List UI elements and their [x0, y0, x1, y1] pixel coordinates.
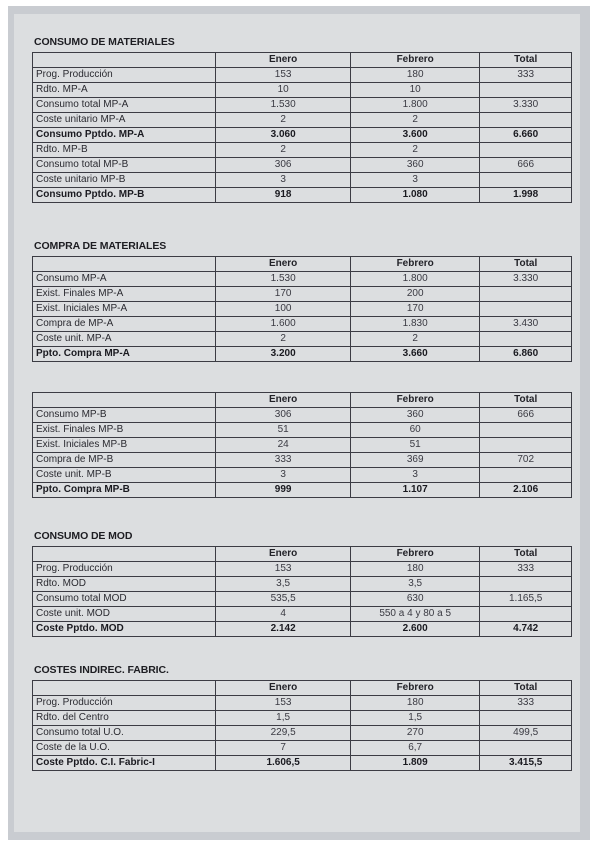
cell-febrero: 170: [351, 302, 480, 317]
header-blank: [33, 393, 216, 408]
table-row: [33, 347, 572, 362]
row-label: Prog. Producción: [33, 562, 216, 577]
cell-febrero: 369: [351, 453, 480, 468]
row-label: Consumo total MOD: [33, 592, 216, 607]
cell-febrero: 630: [351, 592, 480, 607]
row-label: Rdto. MOD: [33, 577, 216, 592]
table-row: [33, 741, 572, 756]
table-row: [33, 83, 572, 98]
cell-total: 1.165,5: [480, 592, 572, 607]
cell-enero: 2.142: [216, 622, 351, 637]
header-blank: [33, 547, 216, 562]
cell-enero: 153: [216, 68, 351, 83]
header-row: [33, 393, 572, 408]
row-label: Rdto. MP-A: [33, 83, 216, 98]
row-label: Exist. Finales MP-B: [33, 423, 216, 438]
data-table: [32, 256, 572, 362]
row-label: Coste Pptdo. MOD: [33, 622, 216, 637]
table-row: [33, 408, 572, 423]
data-table: [32, 52, 572, 203]
header-blank: [33, 53, 216, 68]
row-label: Prog. Producción: [33, 696, 216, 711]
cell-febrero: 2: [351, 113, 480, 128]
column-header: Febrero: [351, 547, 480, 562]
table-row: [33, 287, 572, 302]
row-label: Consumo MP-B: [33, 408, 216, 423]
section-title: CONSUMO DE MATERIALES: [34, 36, 175, 48]
row-label: Rdto. del Centro: [33, 711, 216, 726]
cell-enero: 153: [216, 562, 351, 577]
cell-febrero: 3.660: [351, 347, 480, 362]
cell-total: [480, 302, 572, 317]
section-2: [32, 392, 572, 498]
cell-febrero: 3,5: [351, 577, 480, 592]
section-4: [32, 664, 572, 771]
table-row: [33, 158, 572, 173]
row-label: Coste unit. MP-B: [33, 468, 216, 483]
column-header: Total: [480, 393, 572, 408]
cell-febrero: 200: [351, 287, 480, 302]
cell-enero: 2: [216, 143, 351, 158]
table-row: [33, 711, 572, 726]
header-blank: [33, 257, 216, 272]
row-label: Exist. Iniciales MP-A: [33, 302, 216, 317]
cell-febrero: 3: [351, 468, 480, 483]
cell-enero: 3.200: [216, 347, 351, 362]
row-label: Consumo total U.O.: [33, 726, 216, 741]
cell-total: 702: [480, 453, 572, 468]
table-row: [33, 592, 572, 607]
column-header: Febrero: [351, 393, 480, 408]
cell-total: [480, 711, 572, 726]
cell-enero: 1.530: [216, 98, 351, 113]
data-table: [32, 680, 572, 771]
cell-febrero: 1.080: [351, 188, 480, 203]
cell-total: [480, 468, 572, 483]
table-row: [33, 143, 572, 158]
cell-total: [480, 438, 572, 453]
cell-enero: 306: [216, 158, 351, 173]
cell-febrero: 550 a 4 y 80 a 5: [351, 607, 480, 622]
cell-febrero: 1.830: [351, 317, 480, 332]
row-label: Rdto. MP-B: [33, 143, 216, 158]
photo-frame: [8, 6, 590, 840]
cell-total: [480, 83, 572, 98]
header-row: [33, 257, 572, 272]
column-header: Enero: [216, 547, 351, 562]
header-row: [33, 681, 572, 696]
cell-total: [480, 173, 572, 188]
table-row: [33, 68, 572, 83]
header-row: [33, 547, 572, 562]
cell-enero: 999: [216, 483, 351, 498]
cell-total: 666: [480, 158, 572, 173]
header-blank: [33, 681, 216, 696]
table-row: [33, 272, 572, 287]
row-label: Ppto. Compra MP-A: [33, 347, 216, 362]
section-title: CONSUMO DE MOD: [34, 530, 133, 542]
data-table: [32, 546, 572, 637]
section-title: COSTES INDIREC. FABRIC.: [34, 664, 169, 676]
section-0: [32, 36, 572, 203]
cell-febrero: 1.809: [351, 756, 480, 771]
cell-total: [480, 607, 572, 622]
cell-enero: 3: [216, 468, 351, 483]
cell-enero: 7: [216, 741, 351, 756]
cell-enero: 333: [216, 453, 351, 468]
cell-enero: 3.060: [216, 128, 351, 143]
section-3: [32, 530, 572, 637]
cell-total: 666: [480, 408, 572, 423]
row-label: Coste Pptdo. C.I. Fabric-I: [33, 756, 216, 771]
cell-febrero: 6,7: [351, 741, 480, 756]
row-label: Consumo Pptdo. MP-A: [33, 128, 216, 143]
table-row: [33, 468, 572, 483]
table-row: [33, 128, 572, 143]
cell-febrero: 360: [351, 408, 480, 423]
row-label: Coste unitario MP-B: [33, 173, 216, 188]
header-row: [33, 53, 572, 68]
table-row: [33, 622, 572, 637]
cell-enero: 4: [216, 607, 351, 622]
cell-total: 4.742: [480, 622, 572, 637]
cell-total: 6.860: [480, 347, 572, 362]
cell-febrero: 1.800: [351, 98, 480, 113]
table-row: [33, 483, 572, 498]
section-1: [32, 240, 572, 362]
column-header: Enero: [216, 681, 351, 696]
cell-enero: 3,5: [216, 577, 351, 592]
row-label: Compra de MP-B: [33, 453, 216, 468]
cell-enero: 3: [216, 173, 351, 188]
cell-enero: 51: [216, 423, 351, 438]
table-row: [33, 98, 572, 113]
row-label: Exist. Iniciales MP-B: [33, 438, 216, 453]
cell-febrero: 1,5: [351, 711, 480, 726]
column-header: Enero: [216, 393, 351, 408]
row-label: Ppto. Compra MP-B: [33, 483, 216, 498]
column-header: Total: [480, 53, 572, 68]
row-label: Coste unitario MP-A: [33, 113, 216, 128]
row-label: Consumo Pptdo. MP-B: [33, 188, 216, 203]
section-title: COMPRA DE MATERIALES: [34, 240, 167, 252]
table-row: [33, 317, 572, 332]
cell-febrero: 270: [351, 726, 480, 741]
table-row: [33, 562, 572, 577]
cell-total: [480, 741, 572, 756]
table-row: [33, 607, 572, 622]
cell-enero: 1.606,5: [216, 756, 351, 771]
cell-febrero: 51: [351, 438, 480, 453]
cell-total: 6.660: [480, 128, 572, 143]
column-header: Febrero: [351, 681, 480, 696]
table-row: [33, 438, 572, 453]
table-row: [33, 453, 572, 468]
document-page: [14, 14, 580, 832]
cell-febrero: 180: [351, 696, 480, 711]
row-label: Consumo total MP-A: [33, 98, 216, 113]
row-label: Prog. Producción: [33, 68, 216, 83]
cell-febrero: 360: [351, 158, 480, 173]
cell-total: 3.330: [480, 98, 572, 113]
table-row: [33, 423, 572, 438]
cell-total: 1.998: [480, 188, 572, 203]
cell-enero: 153: [216, 696, 351, 711]
cell-total: 499,5: [480, 726, 572, 741]
cell-enero: 24: [216, 438, 351, 453]
row-label: Compra de MP-A: [33, 317, 216, 332]
row-label: Coste unit. MP-A: [33, 332, 216, 347]
table-row: [33, 756, 572, 771]
cell-enero: 229,5: [216, 726, 351, 741]
cell-enero: 2: [216, 113, 351, 128]
cell-total: [480, 287, 572, 302]
row-label: Coste de la U.O.: [33, 741, 216, 756]
row-label: Exist. Finales MP-A: [33, 287, 216, 302]
cell-total: 333: [480, 696, 572, 711]
cell-total: [480, 577, 572, 592]
column-header: Total: [480, 547, 572, 562]
cell-total: 3.430: [480, 317, 572, 332]
cell-enero: 2: [216, 332, 351, 347]
cell-total: [480, 113, 572, 128]
column-header: Total: [480, 257, 572, 272]
table-row: [33, 577, 572, 592]
cell-total: [480, 143, 572, 158]
column-header: Febrero: [351, 257, 480, 272]
table-row: [33, 173, 572, 188]
row-label: Consumo MP-A: [33, 272, 216, 287]
column-header: Enero: [216, 257, 351, 272]
cell-total: [480, 423, 572, 438]
cell-enero: 1.530: [216, 272, 351, 287]
table-row: [33, 188, 572, 203]
column-header: Enero: [216, 53, 351, 68]
cell-febrero: 2: [351, 332, 480, 347]
table-row: [33, 726, 572, 741]
cell-febrero: 2.600: [351, 622, 480, 637]
column-header: Total: [480, 681, 572, 696]
cell-total: [480, 332, 572, 347]
cell-enero: 918: [216, 188, 351, 203]
cell-total: 2.106: [480, 483, 572, 498]
cell-febrero: 180: [351, 562, 480, 577]
cell-febrero: 180: [351, 68, 480, 83]
cell-febrero: 1.800: [351, 272, 480, 287]
row-label: Coste unit. MOD: [33, 607, 216, 622]
cell-total: 333: [480, 562, 572, 577]
table-row: [33, 696, 572, 711]
cell-febrero: 1.107: [351, 483, 480, 498]
cell-enero: 535,5: [216, 592, 351, 607]
column-header: Febrero: [351, 53, 480, 68]
table-row: [33, 302, 572, 317]
cell-total: 3.415,5: [480, 756, 572, 771]
cell-enero: 1.600: [216, 317, 351, 332]
cell-febrero: 60: [351, 423, 480, 438]
cell-enero: 1,5: [216, 711, 351, 726]
table-row: [33, 332, 572, 347]
row-label: Consumo total MP-B: [33, 158, 216, 173]
table-row: [33, 113, 572, 128]
cell-enero: 100: [216, 302, 351, 317]
cell-enero: 306: [216, 408, 351, 423]
cell-total: 333: [480, 68, 572, 83]
cell-total: 3.330: [480, 272, 572, 287]
cell-febrero: 2: [351, 143, 480, 158]
cell-febrero: 3: [351, 173, 480, 188]
cell-enero: 170: [216, 287, 351, 302]
cell-febrero: 3.600: [351, 128, 480, 143]
cell-febrero: 10: [351, 83, 480, 98]
cell-enero: 10: [216, 83, 351, 98]
data-table: [32, 392, 572, 498]
